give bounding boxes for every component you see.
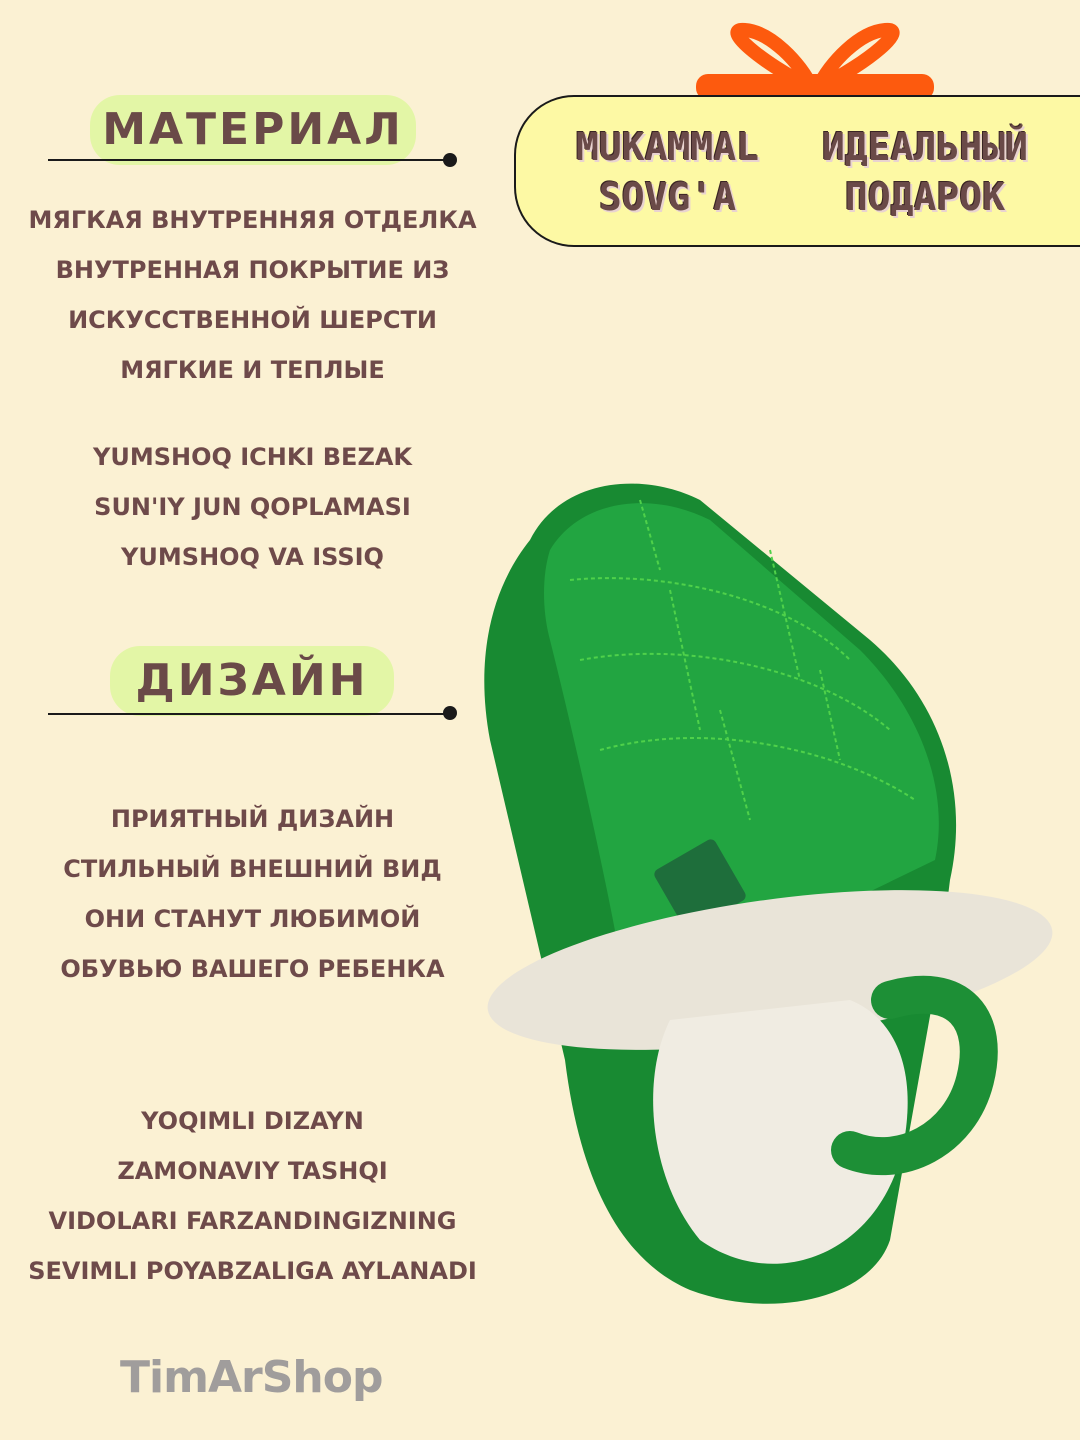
material-heading: МАТЕРИАЛ: [102, 104, 404, 155]
brand-logo: TimArShop: [120, 1352, 383, 1403]
design-ru-line: СТИЛЬНЫЙ ВНЕШНИЙ ВИД: [63, 855, 442, 883]
material-ru-text: [20, 195, 485, 395]
material-uz-line: YUMSHOQ ICHKI BEZAK: [92, 443, 413, 471]
design-divider: [48, 713, 450, 715]
design-ru-line: ОНИ СТАНУТ ЛЮБИМОЙ: [84, 905, 421, 933]
design-divider-dot: [443, 706, 457, 720]
gift-ru-line1: ИДЕАЛЬНЫЙ: [822, 125, 1028, 169]
design-ru-line: ОБУВЬЮ ВАШЕГО РЕБЕНКА: [60, 955, 445, 983]
gift-uz-line1: MUKAMMAL: [575, 125, 760, 169]
slipper-product-image: [470, 460, 1070, 1320]
design-uz-line: YOQIMLI DIZAYN: [141, 1107, 364, 1135]
design-uz-line: VIDOLARI FARZANDINGIZNING: [48, 1207, 457, 1235]
gift-uz-line2: SOVG'A: [598, 175, 737, 219]
material-uz-text: [20, 432, 485, 582]
material-uz-line: SUN'IY JUN QOPLAMASI: [94, 493, 411, 521]
gift-ru-line2: ПОДАРОК: [844, 175, 1006, 219]
material-uz-line: YUMSHOQ VA ISSIQ: [121, 543, 384, 571]
design-ru-text: [20, 794, 485, 994]
design-uz-line: SEVIMLI POYABZALIGA AYLANADI: [28, 1257, 477, 1285]
design-heading: ДИЗАЙН: [135, 655, 369, 706]
material-ru-line: МЯГКИЕ И ТЕПЛЫЕ: [120, 356, 385, 384]
material-ru-line: ИСКУССТВЕННОЙ ШЕРСТИ: [68, 306, 437, 334]
design-uz-line: ZAMONAVIY TASHQI: [117, 1157, 388, 1185]
design-uz-text: [20, 1096, 485, 1296]
material-ru-line: МЯГКАЯ ВНУТРЕННЯЯ ОТДЕЛКА: [28, 206, 477, 234]
material-divider-dot: [443, 153, 457, 167]
design-ru-line: ПРИЯТНЫЙ ДИЗАЙН: [110, 805, 395, 833]
material-divider: [48, 159, 450, 161]
gift-bow-icon: [690, 22, 940, 100]
material-ru-line: ВНУТРЕННАЯ ПОКРЫТИЕ ИЗ: [55, 256, 450, 284]
